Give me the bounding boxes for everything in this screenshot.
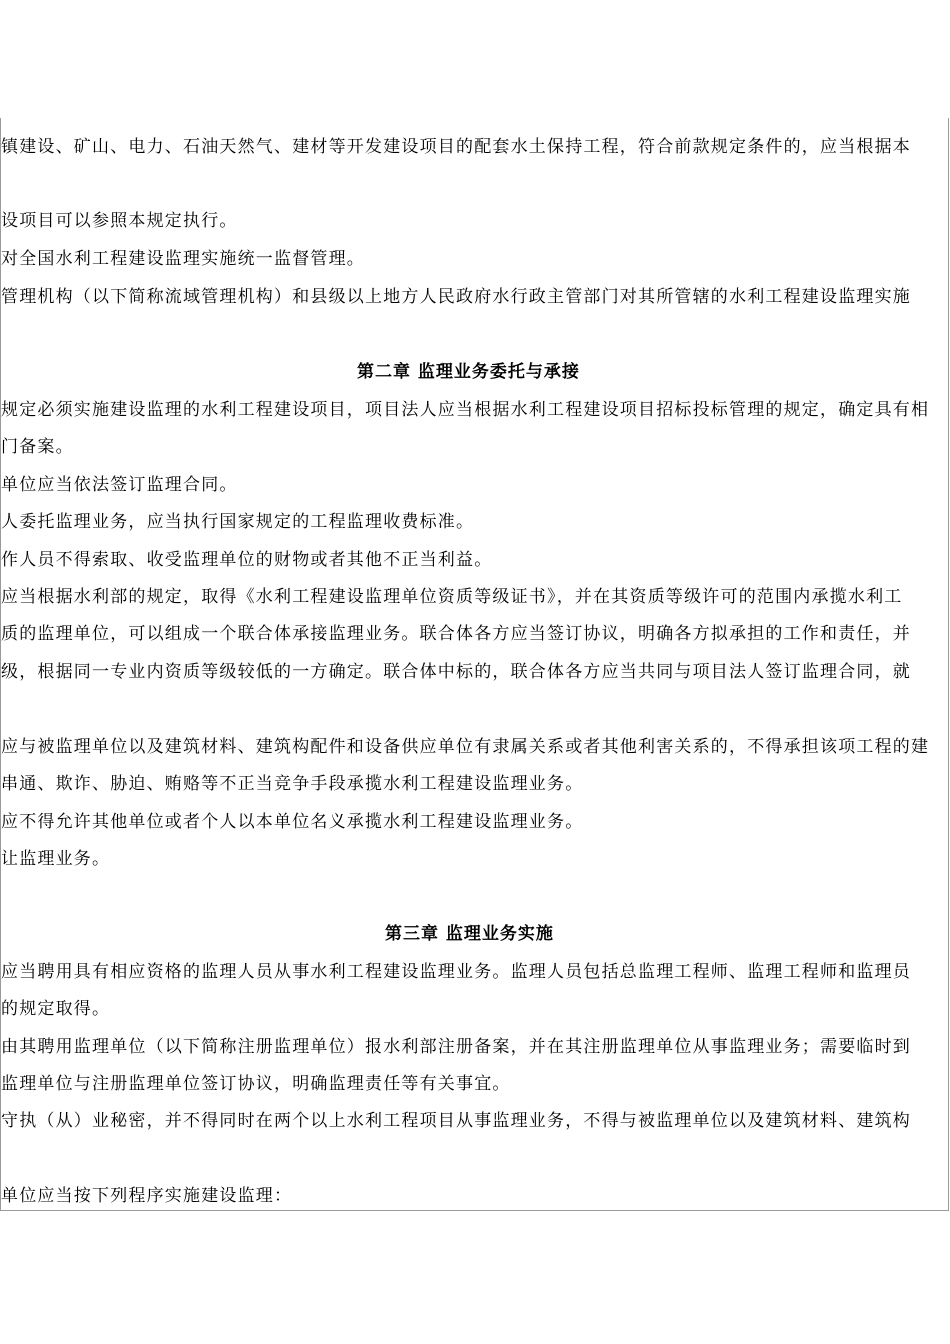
text-line: 由其聘用监理单位（以下简称注册监理单位）报水利部注册备案，并在其注册监理单位从事监理业务；需要临时到 bbox=[1, 1037, 911, 1057]
text-line: 单位应当依法签订监理合同。 bbox=[1, 475, 238, 495]
text-line: 质的监理单位，可以组成一个联合体承接监理业务。联合体各方应当签订协议，明确各方拟承担的工作和责任，并 bbox=[1, 624, 911, 644]
text-line: 人委托监理业务，应当执行国家规定的工程监理收费标准。 bbox=[1, 512, 475, 532]
text-line: 串通、欺诈、胁迫、贿赂等不正当竞争手段承揽水利工程建设监理业务。 bbox=[1, 774, 584, 794]
text-line: 门备案。 bbox=[1, 437, 74, 457]
text-line: 作人员不得索取、收受监理单位的财物或者其他不正当利益。 bbox=[1, 550, 493, 570]
text-line: 监理单位与注册监理单位签订协议，明确监理责任等有关事宜。 bbox=[1, 1074, 511, 1094]
text-line: 的规定取得。 bbox=[1, 999, 111, 1019]
document-page-frame bbox=[0, 118, 949, 1211]
text-line: 设项目可以参照本规定执行。 bbox=[1, 211, 238, 231]
text-line: 对全国水利工程建设监理实施统一监督管理。 bbox=[1, 249, 365, 269]
chapter-heading: 第二章 监理业务委托与承接 bbox=[357, 362, 580, 382]
text-line: 守执（从）业秘密，并不得同时在两个以上水利工程项目从事监理业务，不得与被监理单位以及建筑材料、建筑构 bbox=[1, 1111, 911, 1131]
text-line: 镇建设、矿山、电力、石油天然气、建材等开发建设项目的配套水土保持工程，符合前款规定条件的，应当根据本 bbox=[1, 137, 911, 157]
text-line: 管理机构（以下简称流域管理机构）和县级以上地方人民政府水行政主管部门对其所管辖的水利工程建设监理实施 bbox=[1, 287, 911, 307]
chapter-heading: 第三章 监理业务实施 bbox=[385, 924, 554, 944]
text-line: 让监理业务。 bbox=[1, 849, 111, 869]
text-line: 应与被监理单位以及建筑材料、建筑构配件和设备供应单位有隶属关系或者其他利害关系的，不得承担该项工程的建 bbox=[1, 737, 930, 757]
text-line: 规定必须实施建设监理的水利工程建设项目，项目法人应当根据水利工程建设项目招标投标管理的规定，确定具有相 bbox=[1, 400, 930, 420]
text-line: 应不得允许其他单位或者个人以本单位名义承揽水利工程建设监理业务。 bbox=[1, 812, 584, 832]
text-line: 单位应当按下列程序实施建设监理： bbox=[1, 1186, 293, 1206]
text-line: 应当根据水利部的规定，取得《水利工程建设监理单位资质等级证书》，并在其资质等级许可的范围内承揽水利工 bbox=[1, 587, 903, 607]
text-line: 应当聘用具有相应资格的监理人员从事水利工程建设监理业务。监理人员包括总监理工程师、监理工程师和监理员 bbox=[1, 962, 911, 982]
text-line: 级，根据同一专业内资质等级较低的一方确定。联合体中标的，联合体各方应当共同与项目法人签订监理合同，就 bbox=[1, 662, 911, 682]
